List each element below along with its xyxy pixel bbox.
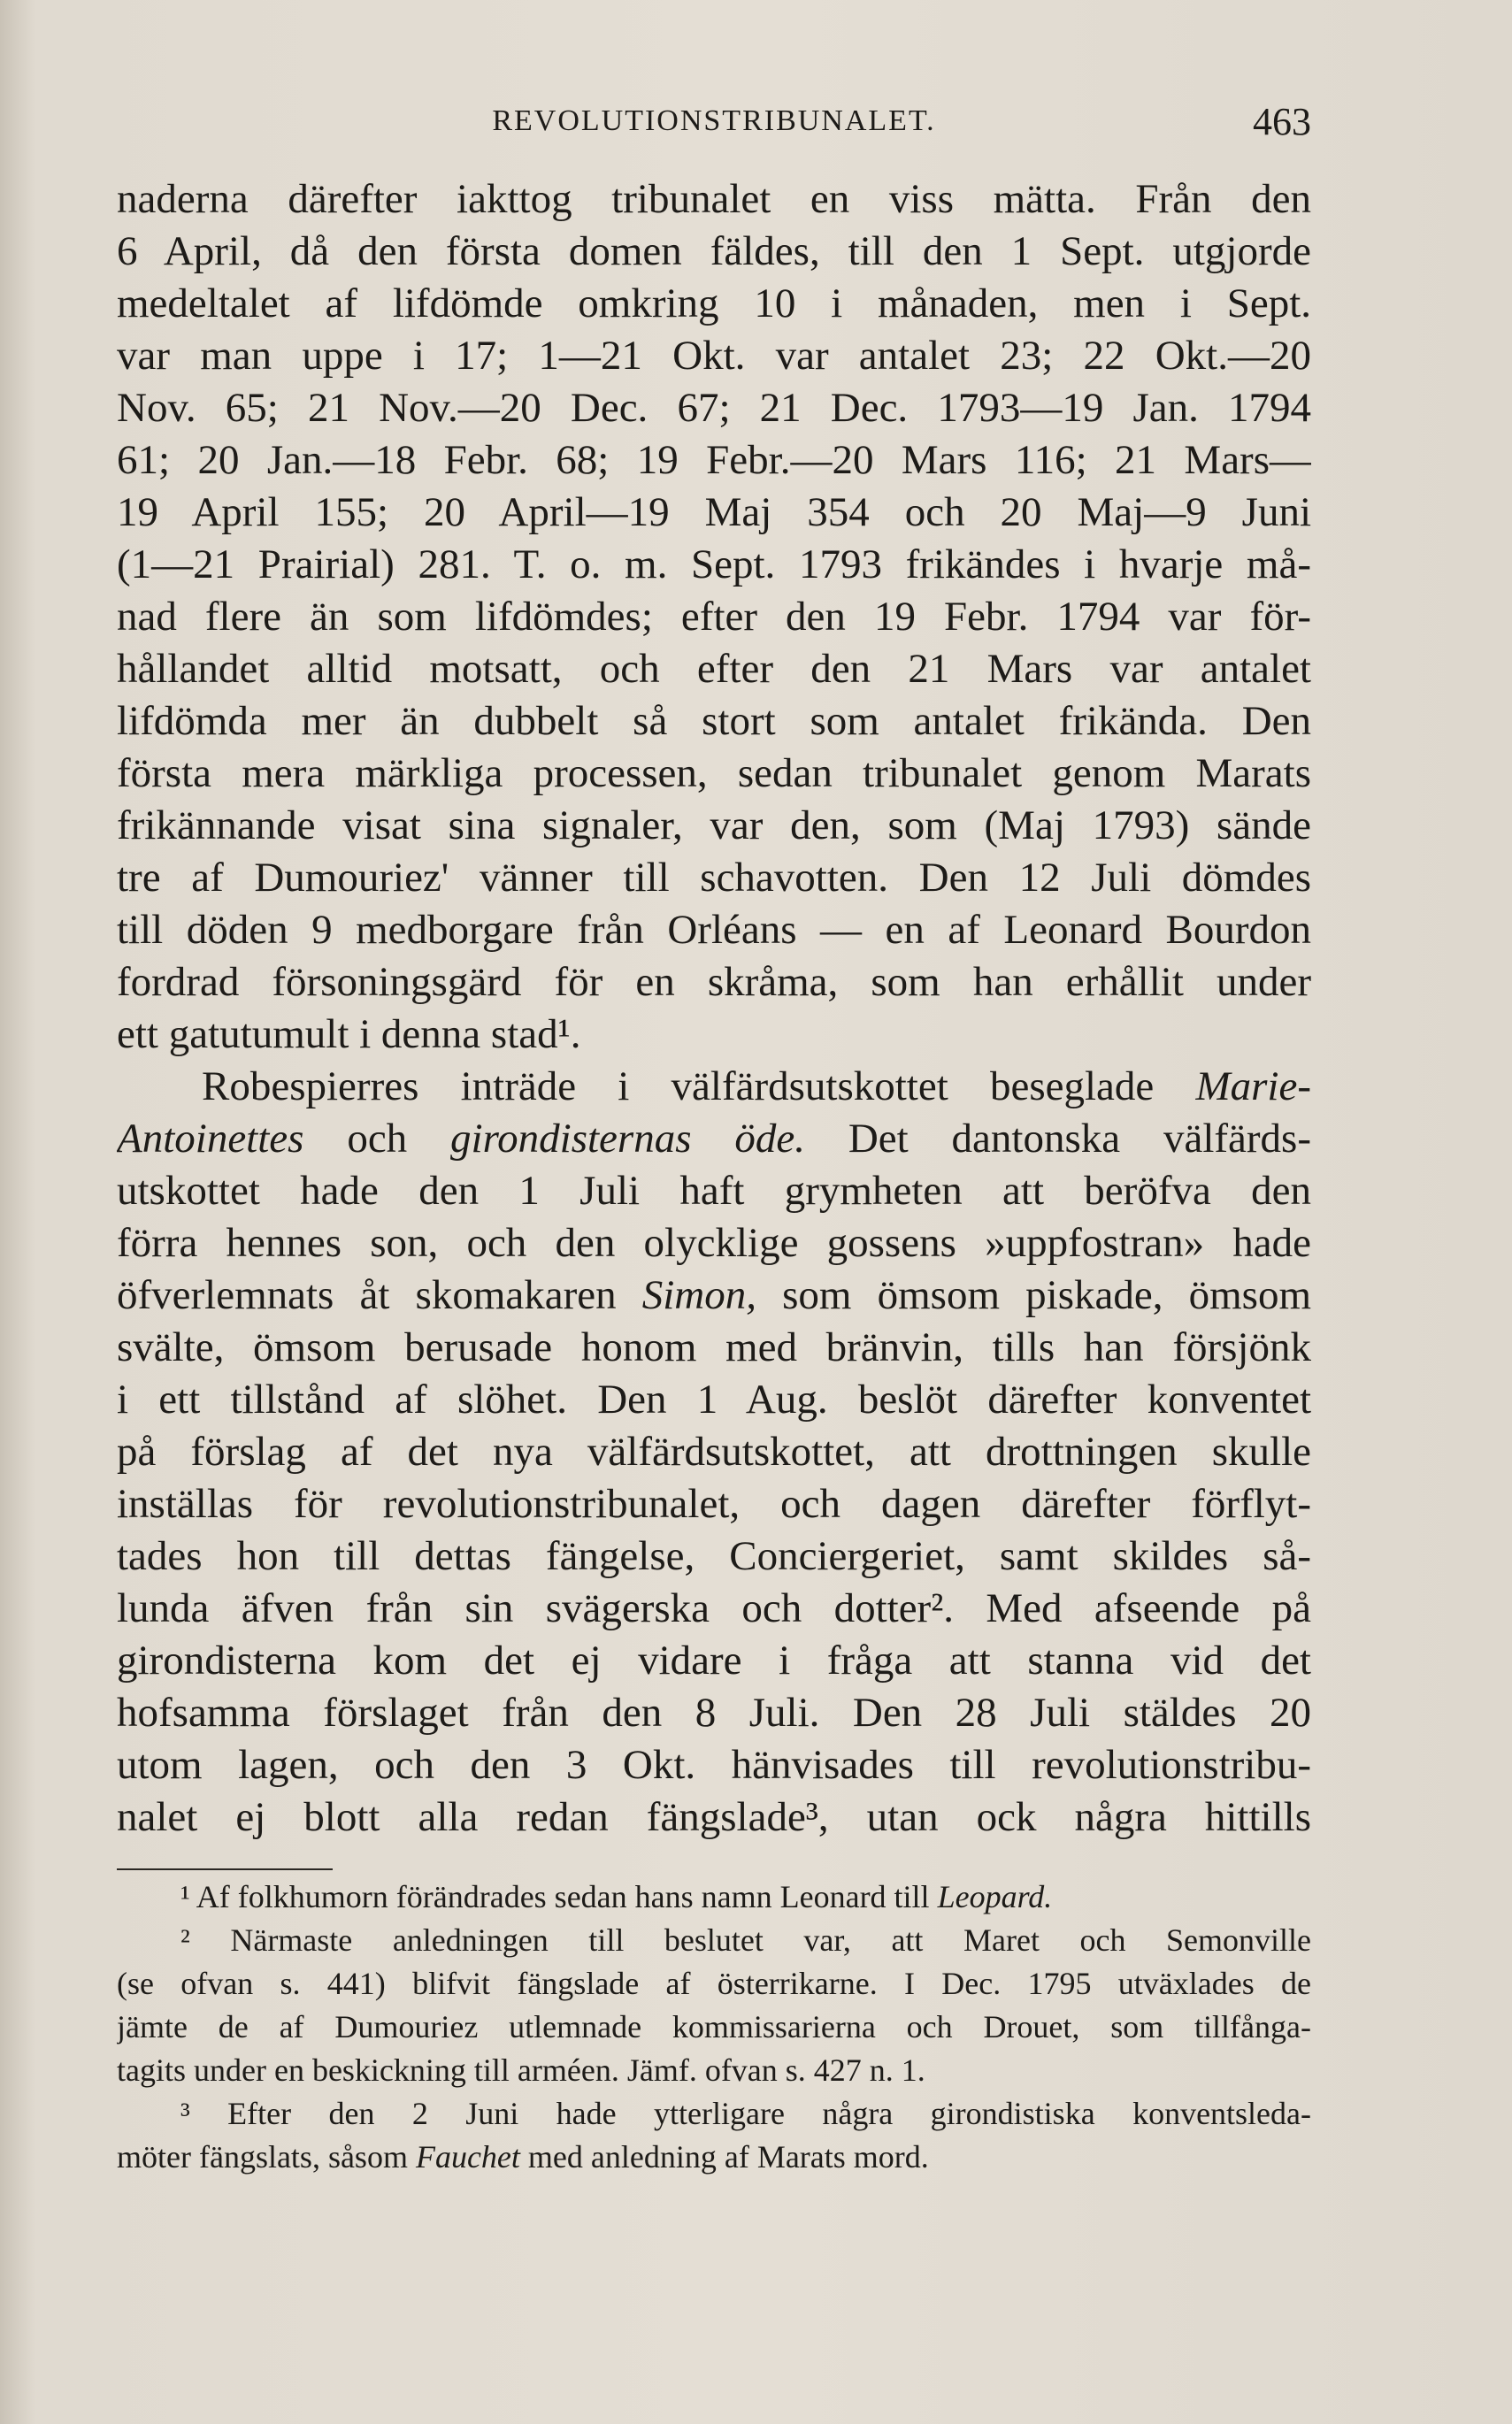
footnote-line: tagits under en beskickning till arméen. Jämf. ofvan s. 427 n. 1. (117, 2052, 925, 2088)
body-text (117, 173, 1311, 1844)
body-line: var man uppe i 17; 1—21 Okt. var antalet 23; 22 Okt.—20 (117, 333, 1311, 379)
page-header (117, 100, 1311, 157)
body-line: lunda äfven från sin svägerska och dotter². Med afseende på (117, 1585, 1311, 1631)
body-line: 61; 20 Jan.—18 Febr. 68; 19 Febr.—20 Mars 116; 21 Mars— (117, 437, 1311, 483)
body-line: 6 April, då den första domen fäldes, till den 1 Sept. utgjorde (117, 228, 1311, 274)
body-line: första mera märkliga processen, sedan tribunalet genom Marats (117, 750, 1311, 796)
running-title: REVOLUTIONSTRIBUNALET. (492, 104, 936, 137)
body-line: lifdömda mer än dubbelt så stort som antalet frikända. Den (117, 698, 1311, 744)
body-line: i ett tillstånd af slöhet. Den 1 Aug. beslöt därefter konventet (117, 1377, 1311, 1423)
footnote-line: möter fängslats, såsom Fauchet med anledning af Marats mord. (117, 2139, 929, 2175)
body-line: svälte, ömsom berusade honom med bränvin, tills han försjönk (117, 1324, 1311, 1370)
body-line: (1—21 Prairial) 281. T. o. m. Sept. 1793 frikändes i hvarje må- (117, 541, 1311, 587)
body-line: förra hennes son, och den olycklige gossens »uppfostran» hade (117, 1220, 1311, 1266)
body-line: ett gatutumult i denna stad¹. (117, 1011, 581, 1057)
footnote-line: (se ofvan s. 441) blifvit fängslade af österrikarne. I Dec. 1795 utväxlades de (117, 1966, 1311, 2001)
body-line: nalet ej blott alla redan fängslade³, utan ock några hittills (117, 1794, 1311, 1840)
body-line: hållandet alltid motsatt, och efter den 21 Mars var antalet (117, 646, 1311, 692)
body-line: Robespierres inträde i välfärdsutskottet beseglade Marie- (202, 1063, 1311, 1109)
body-line: Antoinettes och girondisternas öde. Det dantonska välfärds- (117, 1116, 1311, 1162)
body-line: öfverlemnats åt skomakaren Simon, som ömsom piskade, ömsom (117, 1272, 1311, 1318)
body-line: tades hon till dettas fängelse, Conciergeriet, samt skildes så- (117, 1533, 1311, 1579)
body-line: frikännande visat sina signaler, var den, som (Maj 1793) sände (117, 802, 1311, 848)
footnote-rule (117, 1868, 333, 1870)
body-line: utom lagen, och den 3 Okt. hänvisades till revolutionstribu- (117, 1742, 1311, 1788)
body-line: medeltalet af lifdömde omkring 10 i månaden, men i Sept. (117, 280, 1311, 326)
body-line: inställas för revolutionstribunalet, och dagen därefter förflyt- (117, 1481, 1311, 1527)
footnote-line: jämte de af Dumouriez utlemnade kommissarierna och Drouet, som tillfånga- (117, 2009, 1311, 2044)
body-line: på förslag af det nya välfärdsutskottet, att drottningen skulle (117, 1429, 1311, 1475)
body-line: nad flere än som lifdömdes; efter den 19 Febr. 1794 var för- (117, 594, 1311, 640)
body-line: Nov. 65; 21 Nov.—20 Dec. 67; 21 Dec. 1793—19 Jan. 1794 (117, 385, 1311, 431)
body-line: hofsamma förslaget från den 8 Juli. Den 28 Juli stäldes 20 (117, 1690, 1311, 1736)
body-line: utskottet hade den 1 Juli haft grymheten att beröfva den (117, 1168, 1311, 1214)
footnote-line: ² Närmaste anledningen till beslutet var, att Maret och Semonville (180, 1922, 1311, 1958)
body-line: till döden 9 medborgare från Orléans — en af Leonard Bourdon (117, 907, 1311, 953)
footnotes (117, 1876, 1311, 2179)
body-line: girondisterna kom det ej vidare i fråga att stanna vid det (117, 1638, 1311, 1684)
body-line: naderna därefter iakttog tribunalet en viss mätta. Från den (117, 176, 1311, 222)
page-number: 463 (1253, 100, 1311, 143)
footnote-line: ¹ Af folkhumorn förändrades sedan hans namn Leonard till Leopard. (180, 1879, 1053, 1914)
body-line: fordrad försoningsgärd för en skråma, som han erhållit under (117, 959, 1311, 1005)
body-line: tre af Dumouriez' vänner till schavotten. Den 12 Juli dömdes (117, 855, 1311, 901)
footnote-line: ³ Efter den 2 Juni hade ytterligare några girondistiska konventsleda- (180, 2096, 1311, 2131)
body-line: 19 April 155; 20 April—19 Maj 354 och 20 Maj—9 Juni (117, 489, 1311, 535)
